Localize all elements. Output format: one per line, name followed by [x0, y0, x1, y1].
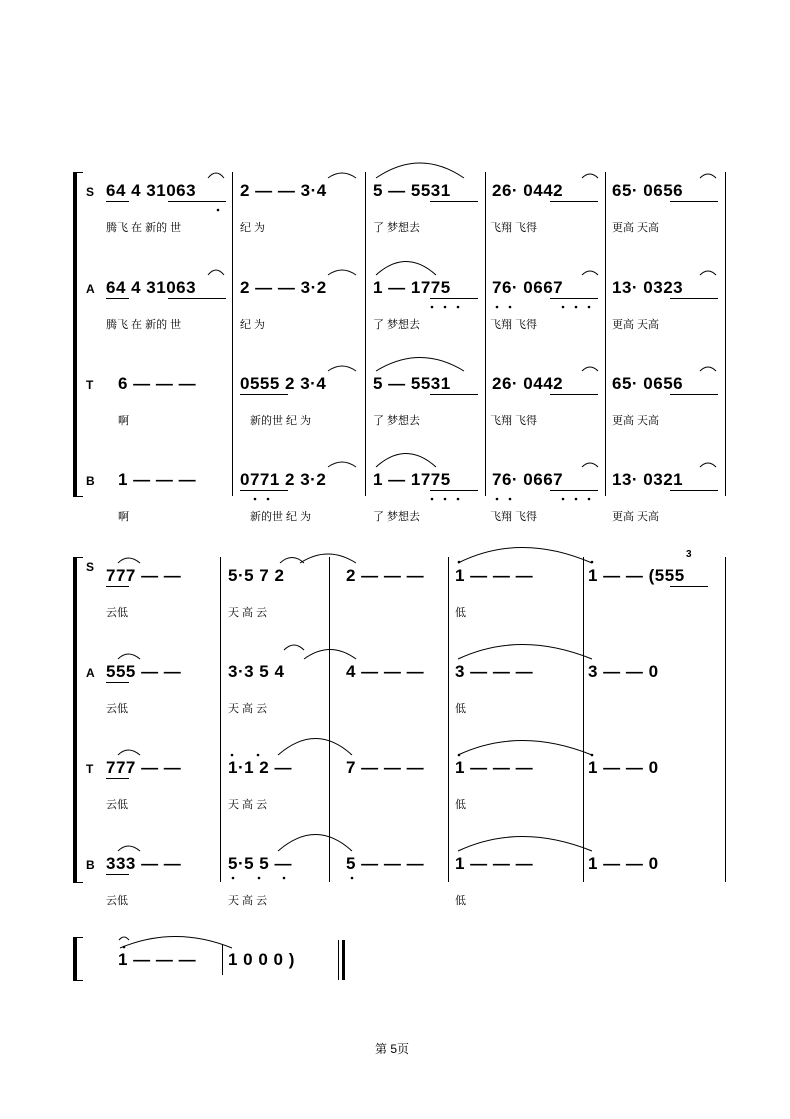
measure: 64 4 31063	[106, 278, 197, 297]
page-number: 第 5页	[375, 1042, 410, 1056]
measure: 2 — — 3·2	[240, 278, 327, 297]
lyric: 纪 为	[240, 222, 266, 234]
slur-arc	[376, 262, 436, 276]
slur-arc	[700, 174, 716, 178]
part-label: T	[86, 378, 94, 392]
part-label: T	[86, 762, 94, 776]
lyric: 飞翔 飞得	[490, 415, 538, 427]
measure: 1 — — —	[455, 566, 534, 585]
slur-arc	[700, 367, 716, 371]
slur-arc	[118, 846, 140, 851]
slur-arc	[458, 837, 592, 852]
slur-arc	[376, 163, 464, 178]
lyric: 云低	[106, 895, 128, 907]
lyric: 低	[455, 895, 466, 907]
slur-arc	[376, 454, 436, 468]
lyric: 低	[455, 607, 466, 619]
lyric: 纪 为	[240, 319, 266, 331]
slur-arc	[582, 367, 598, 371]
slur-arc	[328, 270, 356, 275]
lyric: 更高 天高	[612, 415, 660, 427]
slur-arc	[700, 271, 716, 275]
lyric: 新的世 纪 为	[250, 415, 312, 427]
slur-arc	[304, 650, 356, 660]
lyric: 啊	[118, 415, 129, 427]
measure: 64 4 31063	[106, 181, 197, 200]
slur-arc	[328, 173, 356, 178]
measure: 3·3 5 4	[228, 662, 285, 681]
slur-arc	[120, 937, 232, 949]
measure: 5 — — —	[346, 854, 425, 873]
slur-arc	[208, 270, 224, 275]
part-label: A	[86, 282, 95, 296]
measure: 1 — — (555	[588, 566, 685, 585]
measure: 0771 2 3·2	[240, 470, 327, 489]
lyric: 飞翔 飞得	[490, 222, 538, 234]
measure: 5 — 5531	[373, 374, 451, 393]
lyric: 天 高 云	[228, 799, 268, 811]
slur-arc	[582, 174, 598, 178]
measure: 1·1 2 —	[228, 758, 292, 777]
measure: 0555 2 3·4	[240, 374, 327, 393]
lyric: 天 高 云	[228, 703, 268, 715]
lyric: 更高 天高	[612, 319, 660, 331]
slur-arc	[458, 741, 592, 756]
slur-arc	[458, 645, 592, 660]
slur-arc	[376, 358, 464, 372]
part-label: B	[86, 858, 95, 872]
measure: 65· 0656	[612, 181, 684, 200]
lyric: 更高 天高	[612, 222, 660, 234]
measure: 1 — — —	[118, 470, 197, 489]
lyric: 低	[455, 703, 466, 715]
measure: 65· 0656	[612, 374, 684, 393]
measure: 5 — 5531	[373, 181, 451, 200]
lyric: 云低	[106, 799, 128, 811]
measure: 5·5 5 —	[228, 854, 292, 873]
measure: 1 — — 0	[588, 758, 659, 777]
measure: 1 — 1775	[373, 470, 451, 489]
measure: 1 0 0 0 )	[228, 950, 295, 969]
lyric: 腾飞 在 新的 世	[106, 222, 182, 234]
slur-arc	[328, 462, 356, 467]
lyric: 云低	[106, 607, 128, 619]
lyric: 啊	[118, 511, 129, 523]
lyric: 了 梦想去	[373, 222, 421, 234]
octave-dots	[123, 209, 594, 949]
measure: 26· 0442	[492, 374, 564, 393]
measure: 6 — — —	[118, 374, 197, 393]
measure: 3 — — —	[455, 662, 534, 681]
measure: 777 — —	[106, 758, 182, 777]
measure: 26· 0442	[492, 181, 564, 200]
measure: 76· 0667	[492, 278, 564, 297]
measure: 333 — —	[106, 854, 182, 873]
part-label: S	[86, 560, 95, 574]
measure: 777 — —	[106, 566, 182, 585]
slur-arc	[458, 548, 592, 564]
slur-arc	[278, 739, 352, 756]
lyric: 了 梦想去	[373, 415, 421, 427]
measure: 76· 0667	[492, 470, 564, 489]
lyric: 腾飞 在 新的 世	[106, 319, 182, 331]
lyric: 天 高 云	[228, 895, 268, 907]
lyric: 飞翔 飞得	[490, 511, 538, 523]
measure: 4 — — —	[346, 662, 425, 681]
slur-arc	[208, 173, 224, 178]
measure: 2 — — —	[346, 566, 425, 585]
slur-arc	[118, 558, 140, 563]
measure: 13· 0321	[612, 470, 684, 489]
lyric: 云低	[106, 703, 128, 715]
triplet-mark: 3	[686, 549, 692, 560]
part-label: S	[86, 185, 95, 199]
lyric: 低	[455, 799, 466, 811]
measure: 1 — — 0	[588, 854, 659, 873]
lyric: 了 梦想去	[373, 511, 421, 523]
lyric: 新的世 纪 为	[250, 511, 312, 523]
lyric: 天 高 云	[228, 607, 268, 619]
slur-arc	[582, 463, 598, 467]
slur-arc	[700, 463, 716, 467]
measure: 1 — — —	[118, 950, 197, 969]
lyric: 了 梦想去	[373, 319, 421, 331]
lyric: 更高 天高	[612, 511, 660, 523]
slur-arc	[284, 645, 304, 650]
slur-arc	[118, 654, 140, 659]
measure: 3 — — 0	[588, 662, 659, 681]
fermata-arc	[119, 937, 129, 940]
part-label: B	[86, 474, 95, 488]
part-label: A	[86, 666, 95, 680]
measure: 7 — — —	[346, 758, 425, 777]
slur-arc	[582, 271, 598, 275]
lyric: 飞翔 飞得	[490, 319, 538, 331]
slur-arc	[118, 750, 140, 755]
slur-arc	[278, 835, 352, 852]
measure: 1 — — —	[455, 854, 534, 873]
measure: 2 — — 3·4	[240, 181, 327, 200]
measure: 555 — —	[106, 662, 182, 681]
measure: 13· 0323	[612, 278, 684, 297]
measure: 1 — — —	[455, 758, 534, 777]
measure: 1 — 1775	[373, 278, 451, 297]
measure: 5·5 7 2	[228, 566, 285, 585]
slur-arc	[328, 366, 356, 371]
slur-arc	[300, 554, 356, 563]
